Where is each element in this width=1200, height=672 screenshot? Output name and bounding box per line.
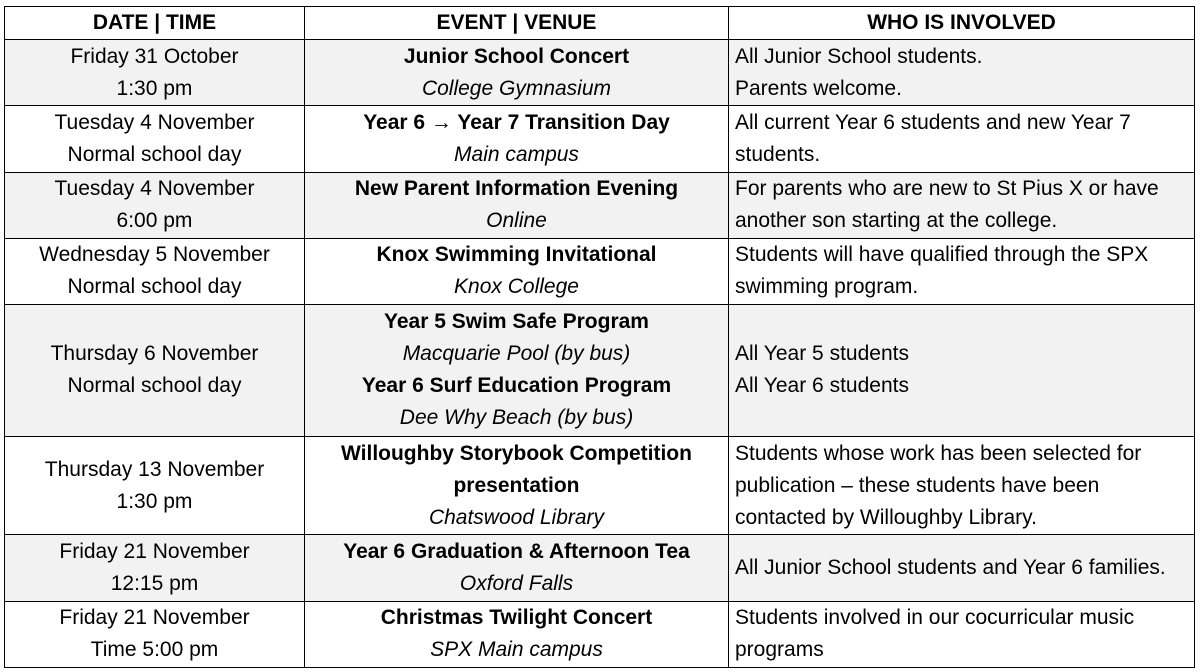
event-venue: Oxford Falls — [459, 572, 574, 596]
event-time: 1:30 pm — [116, 76, 193, 100]
header-event-venue: EVENT | VENUE — [305, 7, 729, 40]
who-line: All current Year 6 students and new Year 7 students. — [735, 110, 1131, 166]
event-time: 1:30 pm — [116, 489, 193, 513]
who-cell — [729, 238, 1195, 304]
date-time-cell — [5, 601, 305, 667]
event-title: Year 6 → Year 7 Transition Day — [363, 110, 670, 134]
who-line: Parents welcome. — [735, 76, 902, 100]
event-date: Wednesday 5 November — [39, 243, 270, 267]
table-row — [5, 601, 1195, 667]
header-who: WHO IS INVOLVED — [729, 7, 1195, 40]
events-table — [4, 6, 1195, 668]
event-cell — [305, 601, 729, 667]
who-line: All Year 5 students — [735, 342, 909, 366]
event-cell — [305, 535, 729, 601]
who-cell — [729, 535, 1195, 601]
event-venue: Main campus — [454, 142, 579, 166]
event-title: Year 6 Graduation & Afternoon Tea — [343, 540, 690, 564]
date-time-cell — [5, 436, 305, 535]
who-cell — [729, 601, 1195, 667]
table-row — [5, 40, 1195, 106]
event-time: Normal school day — [67, 374, 242, 398]
event-cell — [305, 238, 729, 304]
event-date: Friday 31 October — [70, 44, 239, 68]
who-cell — [729, 106, 1195, 172]
header-date-time: DATE | TIME — [5, 7, 305, 40]
event-cell — [305, 40, 729, 106]
table-row — [5, 305, 1195, 437]
event-time: Time 5:00 pm — [90, 638, 219, 662]
event-venue: Online — [486, 209, 547, 233]
who-line: Students whose work has been selected for publication – these students have been contacted by Willoughby Library. — [735, 441, 1142, 529]
table-row — [5, 238, 1195, 304]
event-date: Tuesday 4 November — [54, 177, 255, 201]
who-line: Students involved in our cocurricular music programs — [735, 606, 1135, 662]
table-row — [5, 436, 1195, 535]
event-venue: Chatswood Library — [428, 505, 605, 529]
date-time-cell — [5, 172, 305, 238]
event-cell — [305, 172, 729, 238]
table-row — [5, 535, 1195, 601]
table-row — [5, 172, 1195, 238]
event-time: Normal school day — [67, 142, 242, 166]
event-title: Year 5 Swim Safe Program — [384, 310, 649, 334]
event-time: Normal school day — [67, 275, 242, 299]
header-row — [5, 7, 1195, 40]
event-time: 12:15 pm — [110, 572, 199, 596]
who-line: All Junior School students. — [735, 44, 983, 68]
who-line: Students will have qualified through the SPX swimming program. — [735, 243, 1149, 299]
event-title: Junior School Concert — [403, 44, 630, 68]
table-row — [5, 106, 1195, 172]
date-time-cell — [5, 238, 305, 304]
date-time-cell — [5, 305, 305, 437]
date-time-cell — [5, 40, 305, 106]
event-cell — [305, 436, 729, 535]
event-date: Thursday 6 November — [50, 342, 259, 366]
event-venue: Dee Why Beach (by bus) — [399, 406, 634, 430]
event-venue: Macquarie Pool (by bus) — [402, 342, 631, 366]
who-line: For parents who are new to St Pius X or have another son starting at the college. — [735, 177, 1159, 233]
event-date: Friday 21 November — [59, 606, 250, 630]
who-line: All Year 6 students — [735, 374, 909, 398]
who-line: All Junior School students and Year 6 families. — [735, 556, 1166, 580]
event-title: Knox Swimming Invitational — [376, 243, 657, 267]
date-time-cell — [5, 535, 305, 601]
who-cell — [729, 305, 1195, 437]
event-time: 6:00 pm — [116, 209, 193, 233]
who-cell — [729, 436, 1195, 535]
event-date: Tuesday 4 November — [54, 110, 255, 134]
date-time-cell — [5, 106, 305, 172]
event-title: Willoughby Storybook Competition presentation — [341, 441, 692, 497]
event-date: Friday 21 November — [59, 540, 250, 564]
event-date: Thursday 13 November — [44, 457, 265, 481]
event-cell — [305, 106, 729, 172]
event-title: Year 6 Surf Education Program — [361, 374, 672, 398]
who-cell — [729, 40, 1195, 106]
event-title: Christmas Twilight Concert — [380, 606, 653, 630]
event-venue: College Gymnasium — [421, 76, 612, 100]
who-cell — [729, 172, 1195, 238]
event-cell — [305, 305, 729, 437]
event-venue: Knox College — [454, 275, 579, 299]
event-title: New Parent Information Evening — [354, 177, 679, 201]
event-venue: SPX Main campus — [430, 638, 603, 662]
